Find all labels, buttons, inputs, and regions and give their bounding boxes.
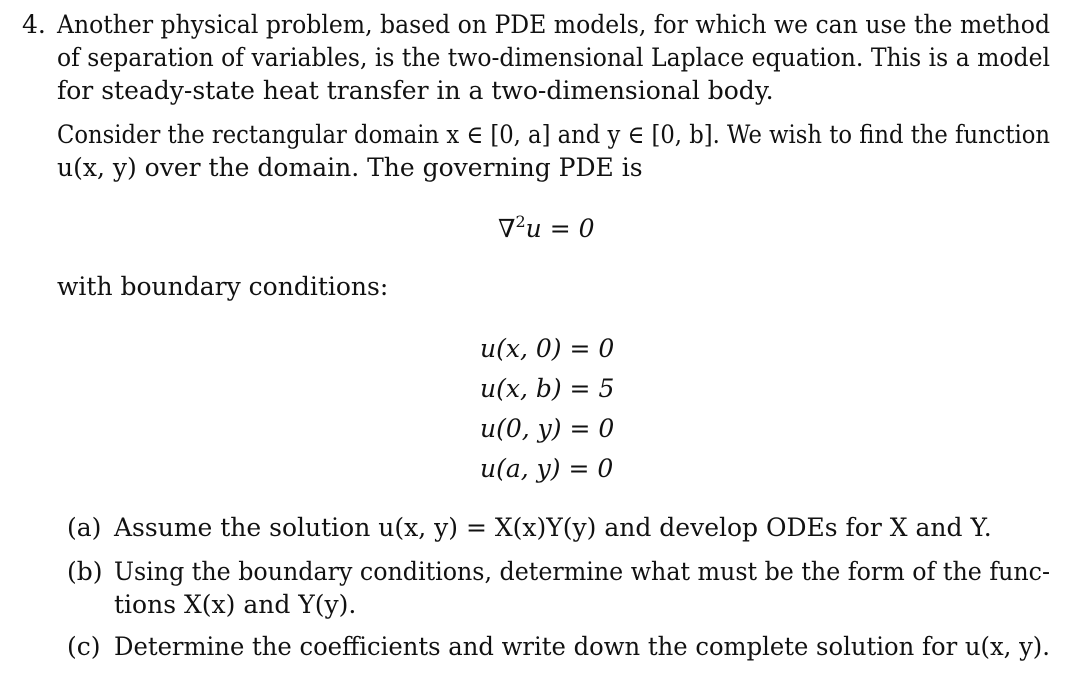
part-a-text: Assume the solution u(x, y) = X(x)Y(y) and develop ODEs for X and Y.	[114, 513, 992, 542]
problem-number: 4.	[22, 10, 46, 39]
boundary-condition: u(x, b) = 5	[480, 374, 615, 403]
part-c-text: Determine the coefficients and write down the complete solution for u(x, y).	[114, 632, 1050, 661]
nabla-symbol: ∇	[498, 214, 516, 243]
boundary-condition: u(x, 0) = 0	[480, 334, 615, 363]
boundary-condition: u(a, y) = 0	[480, 454, 614, 483]
part-c-label: (c)	[67, 632, 101, 661]
part-b-label: (b)	[67, 557, 103, 586]
pde-equation	[498, 214, 595, 244]
pde-rest: u = 0	[525, 214, 595, 243]
intro-line-3: for steady-state heat transfer in a two-dimensional body.	[57, 76, 774, 105]
domain-line-2: u(x, y) over the domain. The governing PDE is	[57, 153, 643, 182]
pde-exponent: 2	[515, 212, 526, 231]
boundary-condition: u(0, y) = 0	[480, 414, 615, 443]
part-b-text-2: tions X(x) and Y(y).	[114, 590, 357, 619]
part-a-label: (a)	[67, 513, 102, 542]
intro-line-2: of separation of variables, is the two-dimensional Laplace equation. This is a model	[57, 43, 1050, 72]
domain-line-1: Consider the rectangular domain x ∈ [0, a] and y ∈ [0, b]. We wish to find the function	[57, 120, 1050, 149]
bc-intro: with boundary conditions:	[57, 272, 389, 301]
part-b-text-1: Using the boundary conditions, determine what must be the form of the func-	[114, 557, 1050, 586]
intro-line-1: Another physical problem, based on PDE models, for which we can use the method	[57, 10, 1050, 39]
